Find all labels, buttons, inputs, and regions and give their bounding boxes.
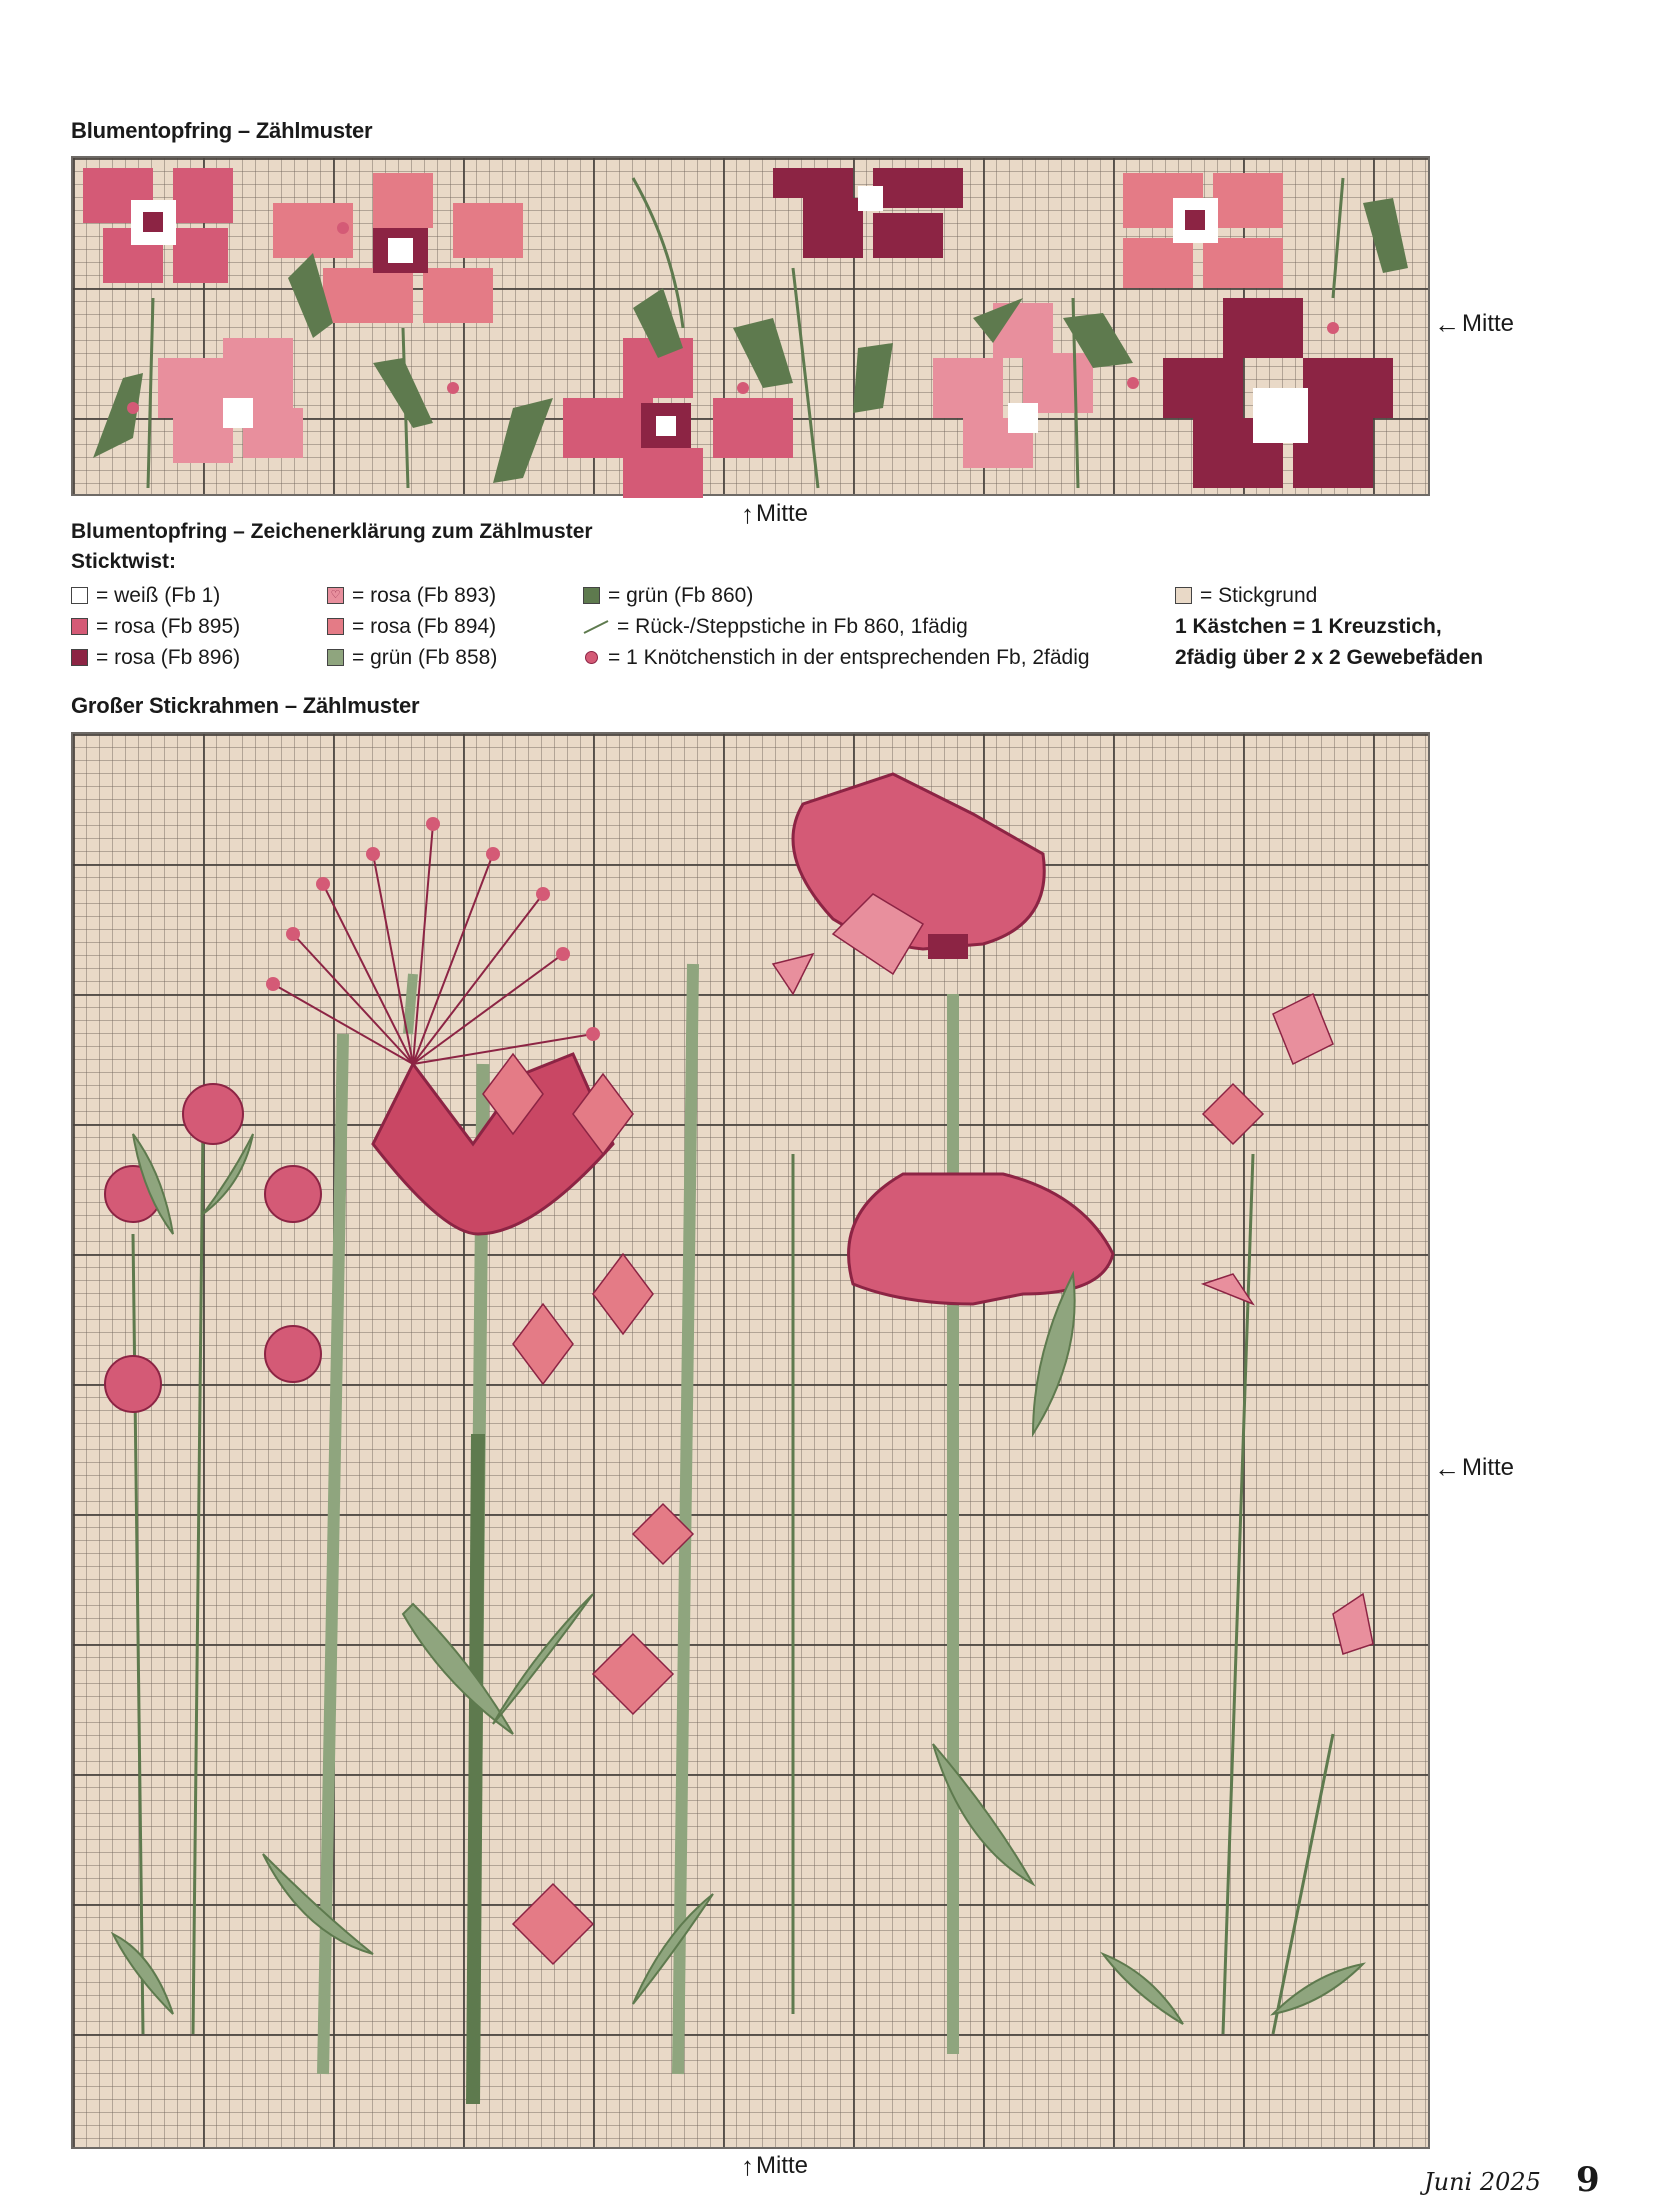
legend-item: = rosa (Fb 895) [71,611,240,642]
footer-date: Juni 2025 [1424,2168,1541,2196]
legend-subtitle: Sticktwist: [71,550,177,573]
chart2-grid [71,732,1430,2149]
flower-motif [1123,173,1283,288]
legend-item: = 1 Knötchenstich in der entsprechenden Fb, 2fädig [583,642,1090,673]
central-flower [373,1054,613,2104]
french-knot-icon [583,649,600,666]
left-arrow-icon: ← [1434,1453,1460,1483]
flower-motif [1163,298,1393,488]
legend-item: = Stickgrund [1175,580,1483,611]
swatch-icon [1175,587,1192,604]
legend-title: Blumentopfring – Zeichenerklärung zum Zählmuster [71,520,593,543]
swatch-icon [327,649,344,666]
chart1-motifs [73,158,1432,498]
flower-motif [83,168,233,283]
swatch-icon [71,649,88,666]
legend-item: = rosa (Fb 896) [71,642,240,673]
leaves [113,1134,1363,2024]
small-flowers [483,1054,1263,1964]
legend-item: = weiß (Fb 1) [71,580,240,611]
legend-item: = grün (Fb 860) [583,580,1090,611]
legend-note-1: 1 Kästchen = 1 Kreuzstich, [1175,614,1442,638]
legend-column-4 [1175,580,1483,673]
chart2-mitte-bottom: ↑ Mitte [741,2151,809,2181]
chart1-grid [71,156,1430,496]
swatch-icon [583,587,600,604]
left-arrow-icon: ← [1434,309,1460,339]
chart2-mitte-right: ← Mitte [1434,1453,1515,1483]
legend-item: = rosa (Fb 894) [327,611,497,642]
chart2-title: Großer Stickrahmen – Zählmuster [71,693,420,718]
flower-motif [773,168,963,258]
legend-column-1 [71,580,240,673]
chart1-mitte-bottom: ↑ Mitte [741,499,809,529]
chart1-title: Blumentopfring – Zählmuster [71,118,373,143]
star-flowers [105,1084,321,1412]
umbel-knots [266,817,600,1041]
up-arrow-icon: ↑ [741,2151,754,2181]
backstitch-line-icon [583,618,609,635]
heart-swatch-icon: ♡ [327,587,344,604]
chart1-mitte-right: ← Mitte [1434,309,1515,339]
chart2-motifs [73,734,1432,2151]
page-number: 9 [1576,2160,1600,2200]
swatch-icon [327,618,344,635]
legend-column-3 [583,580,1090,673]
legend-item: ♡ = rosa (Fb 893) [327,580,497,611]
legend-note-2: 2fädig über 2 x 2 Gewebefäden [1175,645,1484,669]
flower-motif [158,338,303,463]
legend-item: = Rück-/Steppstiche in Fb 860, 1fädig [583,611,1090,642]
legend [71,520,1491,670]
up-arrow-icon: ↑ [741,499,754,529]
legend-column-2 [327,580,497,673]
umbel-flower [273,824,593,1064]
swatch-icon [71,618,88,635]
legend-item: = grün (Fb 858) [327,642,497,673]
swatch-icon [71,587,88,604]
